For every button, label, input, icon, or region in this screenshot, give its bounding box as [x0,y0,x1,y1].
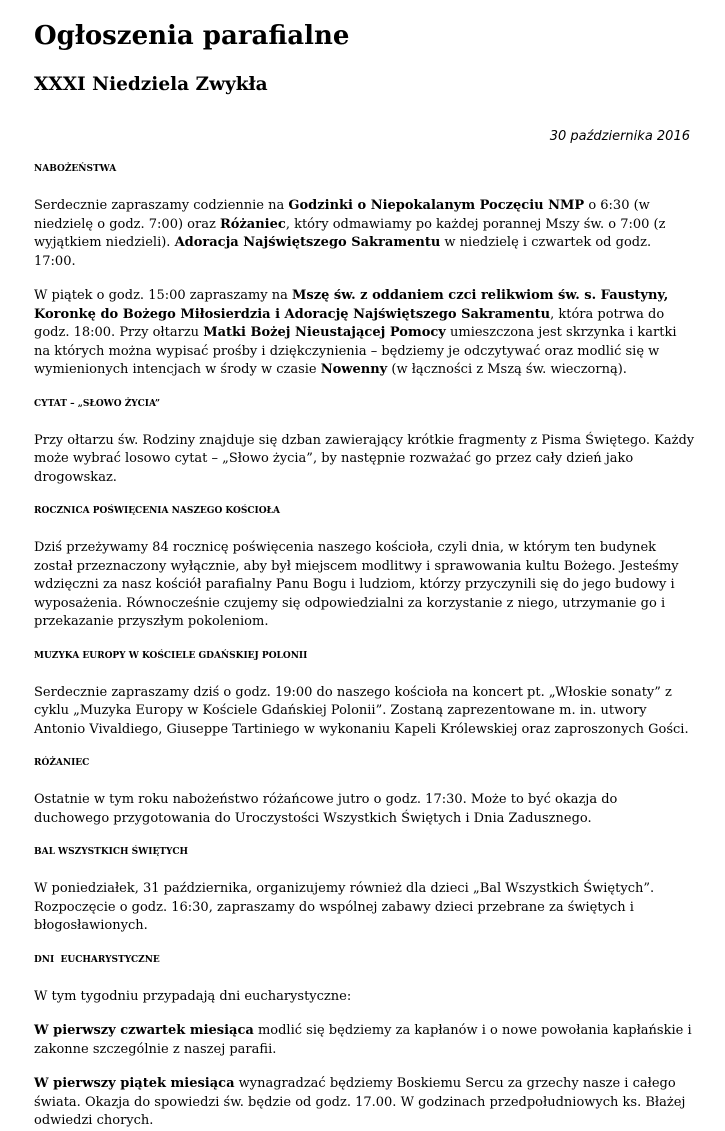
announcement-sections [34,163,696,1131]
page-subtitle: XXXI Niedziela Zwykła [34,74,268,95]
paragraph-text: , który odmawiamy po każdej porannej Mszy św. o 7:00 (z wyjątkiem niedzieli). [34,216,666,250]
section-paragraph [34,287,696,380]
paragraph-text: , która potrwa do godz. 18:00. Przy ołtarzu [34,306,665,340]
section [34,846,696,936]
section-heading: MUZYKA EUROPY W KOŚCIELE GDAŃSKIEJ POLONII [34,650,308,661]
paragraph-text: W poniedziałek, 31 października, organizujemy również dla dzieci „Bal Wszystkich Świętych”. Rozpoczęcie o godz. 16:30, zapraszamy do wspólnej zabawy dzieci przebrane za świętych i błogosławionych. [34,881,655,933]
section [34,650,696,740]
section-heading: ROCZNICA POŚWIĘCENIA NASZEGO KOŚCIOŁA [34,506,280,516]
section [34,954,696,1131]
section-heading: NABOŻEŃSTWA [34,164,117,174]
bold-text: Adoracja Najświętszego Sakramentu [174,235,441,250]
page-title: Ogłoszenia parafialne [34,21,350,51]
announcement-date: 30 października 2016 [549,129,690,144]
section-heading: RÓŻANIEC [34,758,90,768]
section [34,505,696,632]
paragraph-text: umieszczona jest skrzynka i kartki na których można wypisać prośby i dziękczynienia – będziemy je odczytywać oraz modlić się w wymienionych intencjach w środy w czasie [34,325,677,377]
section [34,163,696,380]
section-paragraph [34,1075,696,1131]
bold-text: Godzinki o Niepokalanym Poczęciu NMP [288,198,585,213]
paragraph-text: Serdecznie zapraszamy dziś o godz. 19:00 do naszego kościoła na koncert pt. „Włoskie sonaty” z cyklu „Muzyka Europy w Kościele Gdańskiej Polonii”. Zostaną zaprezentowane m. in. utwory Antonio Vivaldiego, Giuseppe Tartiniego w wykonaniu Kapeli Królewskiej oraz zaproszonych Gości. [34,684,689,737]
section [34,757,696,828]
section-heading: DNI EUCHARYSTYCZNE [34,954,160,965]
bold-text: Matki Bożej Nieustającej Pomocy [203,325,446,340]
section-paragraph [34,988,696,1007]
paragraph-text: Ostatnie w tym roku nabożeństwo różańcowe jutro o godz. 17:30. Może to być okazja do duchowego przygotowania do Uroczystości Wszystkich Świętych i Dnia Zadusznego. [34,792,618,826]
paragraph-text: w niedzielę i czwartek od godz. 17:00. [34,235,652,269]
paragraph-text: W piątek o godz. 15:00 zapraszamy na [34,288,293,303]
paragraph-text: o 6:30 (w niedzielę o godz. 7:00) oraz [34,198,650,232]
paragraph-text: (w łączności z Mszą św. wieczorną). [387,362,627,377]
section-heading: BAL WSZYSTKICH ŚWIĘTYCH [34,847,188,857]
bold-text: Różaniec [219,216,286,232]
section-paragraph [34,432,696,488]
section-paragraph [34,880,696,936]
paragraph-text: Przy ołtarzu św. Rodziny znajduje się dzban zawierający krótkie fragmenty z Pisma Świętego. Każdy może wybrać losowo cytat – „Słowo życia”, by następnie rozważać go przez cały dzień jako drogowskaz. [34,432,695,485]
paragraph-text: Serdecznie zapraszamy codziennie na [34,198,289,213]
section [34,398,696,488]
bold-text: W pierwszy czwartek miesiąca [34,1023,254,1038]
bold-text: Nowenny [320,362,388,377]
section-heading: CYTAT – „SŁOWO ŻYCIA” [34,398,161,409]
section-paragraph [34,197,696,271]
paragraph-text: wynagradzać będziemy Boskiemu Sercu za grzechy nasze i całego świata. Okazja do spowiedzi św. będzie od godz. 17.00. W godzinach przedpołudniowych ks. Błażej odwiedzi chorych. [34,1076,686,1128]
paragraph-text: modlić się będziemy za kapłanów i o nowe powołania kapłańskie i zakonne szczególnie z naszej parafii. [34,1023,692,1057]
bold-text: Mszę św. z oddaniem czci relikwiom św. s. Faustyny, Koronkę do Bożego Miłosierdzia i Adorację Najświętszego Sakramentu [34,288,669,322]
section-paragraph [34,1022,696,1059]
paragraph-text: W tym tygodniu przypadają dni eucharystyczne: [34,988,352,1004]
paragraph-text: Dziś przeżywamy 84 rocznicę poświęcenia naszego kościoła, czyli dnia, w którym ten budynek został przeznaczony wyłącznie, aby był miejscem modlitwy i sprawowania kultu Bożego. Jesteśmy wdzięczni za nasz kościół parafialny Panu Bogu i ludziom, którzy przyczynili się do jego budowy i wyposażenia. Równocześnie czujemy się odpowiedzialni za korzystanie z niego, utrzymanie go i przekazanie przyszłym pokoleniom. [34,540,679,629]
section-paragraph [34,539,696,632]
bold-text: W pierwszy piątek miesiąca [34,1076,235,1091]
section-paragraph [34,791,696,828]
section-paragraph [34,684,696,740]
